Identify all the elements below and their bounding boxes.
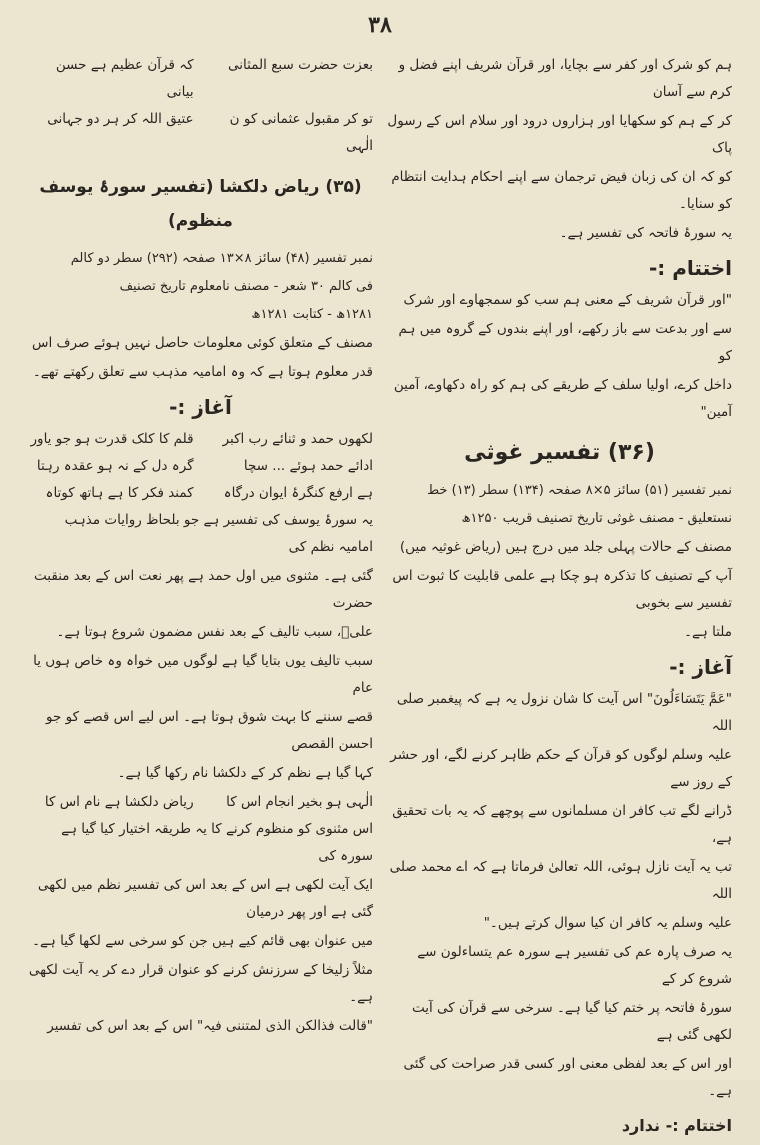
text-line: علیہ وسلم یہ کافر ان کیا سوال کرتے ہیں۔" (483, 915, 732, 931)
verse-half: لکھوں حمد و ثنائے رب اکبر (222, 431, 373, 447)
verse-half: الٰہی ہو بخیر انجام اس کا (226, 794, 373, 810)
text-line: یہ صرف پارہ عم کی تفسیر ہے سورہ عم یتساءلون سے شروع کر کے (417, 944, 732, 987)
book-metadata (28, 246, 373, 328)
text-line: فی کالم ۳۰ شعر - مصنف نامعلوم تاریخ تصنیف (119, 279, 373, 294)
verse-half: کمند فکر کا ہے ہاتھ کوتاہ (45, 485, 194, 501)
text-line: نستعلیق - مصنف غوثی تاریخ تصنیف قریب ۱۲۵۰ھ (461, 511, 732, 526)
section-title: (۳۶) تفسیر غوثی (464, 440, 655, 465)
verse-half: ہے ارفع کنگرۂ ایوان درگاہ (223, 485, 373, 501)
section-title: (۳۵) ریاض دلکشا (تفسیر سورۂ یوسف منظوم) (39, 177, 362, 231)
text-line: اور اس کے بعد لفظی معنی اور کسی قدر صراحت کی گئی ہے۔ (403, 1056, 732, 1099)
beginning-paragraph (387, 686, 732, 1105)
text-line: کو کہ ان کی زبان فیض ترجمان سے اپنے احکام ہدایت انتظام کو سنایا۔ (391, 169, 732, 212)
verse-half: ادائے حمد ہوئے ... سچا (243, 458, 373, 474)
text-line: کہا گیا ہے نظم کر کے دلکشا نام رکھا گیا ہے۔ (117, 765, 373, 781)
text-line: تب یہ آیت نازل ہوئی، اللہ تعالیٰ فرماتا ہے کہ اے محمد صلی اللہ (389, 859, 732, 902)
verse-half: عتیق اللہ کر ہر دو جہانی (47, 111, 194, 127)
text-line: ڈرانے لگے تب کافر ان مسلمانوں سے پوچھے کہ یہ بات تحقیق ہے، (392, 803, 732, 846)
text-line: داخل کرے، اولیا سلف کے طریقے کی ہم کو راہ دکھاوے، آمین آمین" (393, 377, 732, 420)
ending-paragraph (387, 287, 732, 426)
beginning-heading: آغاز :- (669, 655, 732, 679)
verse-half: بعزت حضرت سبع المثانی (228, 57, 373, 73)
text-line: قدر معلوم ہوتا ہے کہ وہ امامیہ مذہب سے تعلق رکھتے تھے۔ (32, 364, 373, 380)
verse-half: قلم کا کلک قدرت ہو جو یاور (30, 431, 194, 447)
text-line: قصے سننے کا بہت شوق ہوتا ہے۔ اس لیے اس قصے کو جو احسن القصص (46, 709, 373, 752)
closing-paragraph (28, 816, 373, 1040)
text-line: "اور قرآن شریف کے معنی ہم سب کو سمجھاوے اور شرک (403, 292, 732, 308)
body-paragraph (387, 534, 732, 646)
verse-half: گرہ دل کے نہ ہو عقدہ رہتا (36, 458, 194, 474)
verse-half: کہ قرآن عظیم ہے حسن بیانی (55, 57, 194, 100)
naming-verse (28, 789, 373, 816)
beginning-heading: آغاز :- (169, 395, 232, 419)
text-line: ایک آیت لکھی ہے اس کے بعد اس کی تفسیر نظم میں لکھی گئی ہے اور پھر درمیان (37, 877, 373, 920)
text-line: گئی ہے۔ مثنوی میں اول حمد ہے پھر نعت اس کے بعد منقبت حضرت (34, 568, 373, 611)
left-column (28, 52, 373, 1042)
text-line: "عَمَّ یَتَسَاءَلُونَ" اس آیت کا شان نزول یہ ہے کہ پیغمبر صلی اللہ (396, 691, 732, 734)
text-line: سورۂ فاتحہ پر ختم کیا گیا ہے۔ سرخی سے قرآن کی آیت لکھی گئی ہے (411, 1000, 732, 1043)
text-line: نمبر تفسیر (۵۱) سائز ۵×۸ صفحہ (۱۳۴) سطر (۱۳) خط (427, 483, 732, 498)
couplet (28, 426, 373, 453)
text-line: مثلاً زلیخا کے سرزنش کرنے کو عنوان قرار دے کر یہ آیت لکھی ہے۔ (28, 962, 373, 1005)
text-line: مصنف کے حالات پہلی جلد میں درج ہیں (ریاض غوثیہ میں) (399, 539, 732, 555)
text-line: ملتا ہے۔ (684, 624, 732, 640)
text-line: مصنف کے متعلق کوئی معلومات حاصل نہیں ہوئے صرف اس (32, 335, 373, 351)
text-line: یہ سورۂ فاتحہ کی تفسیر ہے۔ (559, 225, 732, 241)
couplet (28, 106, 373, 160)
text-line: علیؑ، سبب تالیف کے بعد نفس مضمون شروع ہوتا ہے۔ (56, 624, 373, 640)
text-line: اس مثنوی کو منظوم کرنے کا یہ طریقہ اختیار کیا گیا ہے سورہ کی (61, 821, 373, 864)
page-number: ۳۸ (368, 12, 392, 38)
book-metadata (387, 478, 732, 532)
right-column (387, 52, 732, 1145)
text-line: سبب تالیف یوں بتایا گیا ہے لوگوں میں خواہ وہ خاص ہوں یا عام (33, 653, 373, 696)
text-line: علیہ وسلم لوگوں کو قرآن کے حکم ظاہر کرنے لگے، اور حشر کے روز سے (390, 747, 732, 790)
text-line: ۱۲۸۱ھ - کتابت ۱۲۸۱ھ (251, 307, 373, 322)
text-line: ہم کو شرک اور کفر سے بچایا، اور قرآن شریف اپنے فضل و کرم سے آسان (398, 57, 732, 100)
final-ending: اختتام :- ندارد (621, 1116, 732, 1135)
text-line: سے اور بدعت سے باز رکھے، اور اپنے بندوں کے گروہ میں ہم کو (398, 321, 732, 364)
body-paragraph (28, 507, 373, 787)
opening-verses (28, 426, 373, 507)
author-paragraph (28, 330, 373, 386)
text-line: آپ کے تصنیف کا تذکرہ ہو چکا ہے علمی قابلیت کا ثبوت اس تفسیر سے بخوبی (392, 568, 732, 611)
couplet (28, 453, 373, 480)
text-line: نمبر تفسیر (۴۸) سائز ۸×۱۳ صفحہ (۲۹۲) سطر دو کالم (70, 251, 373, 266)
verse-half: تو کر مقبول عثمانی کو ن الٰہی (229, 111, 373, 154)
intro-paragraph (387, 52, 732, 247)
verse-half: ریاض دلکشا ہے نام اس کا (44, 794, 194, 810)
ending-heading: اختتام :- (648, 256, 732, 280)
text-line: میں عنوان بھی قائم کیے ہیں جن کو سرخی سے لکھا گیا ہے۔ (32, 933, 373, 949)
couplet (28, 480, 373, 507)
text-line: یہ سورۂ یوسف کی تفسیر ہے جو بلحاظ روایات مذہب امامیہ نظم کی (64, 512, 373, 555)
text-line: "قالت فذالکن الذی لمتننی فیہ" اس کے بعد اس کی تفسیر (47, 1018, 373, 1034)
text-line: کر کے ہم کو سکھایا اور ہزاروں درود اور سلام اس کے رسول پاک (387, 113, 732, 156)
couplet (28, 52, 373, 106)
